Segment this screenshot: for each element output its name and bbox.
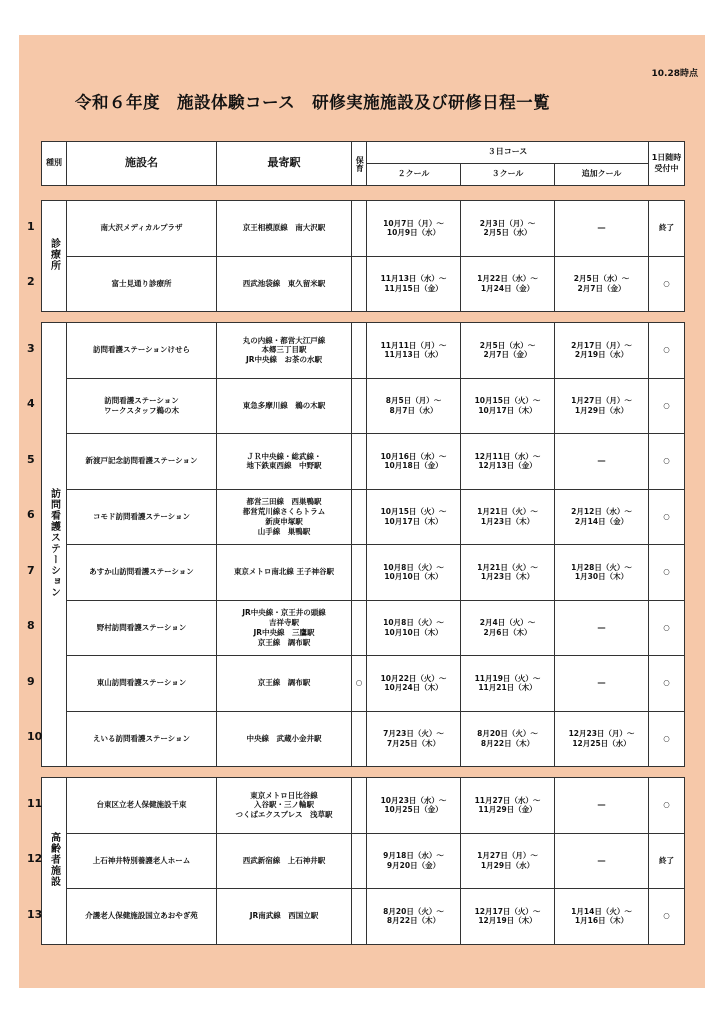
- facility-group-table: [41, 200, 685, 312]
- childcare-mark: [352, 833, 367, 889]
- extra-dates: [555, 711, 649, 767]
- nearest-station-line: 西武池袋線 東久留米駅: [242, 278, 326, 288]
- facility-name: [67, 711, 217, 767]
- table-row: [42, 434, 685, 490]
- extra-dates: [555, 778, 649, 834]
- row-number: 2: [27, 275, 35, 289]
- nearest-station-line: JR中央線 お茶の水駅: [245, 355, 323, 365]
- extra-dates-line: 1月30日（木）: [574, 572, 629, 582]
- facility-name-line: 訪問看護ステーションけせら: [92, 345, 191, 355]
- table-row: [42, 256, 685, 312]
- table-row: [42, 489, 685, 545]
- kur3-dates-line: 2月7日（金）: [483, 350, 532, 360]
- kur2-dates-line: 10月8日（火）～: [383, 562, 444, 572]
- nearest-station: [217, 656, 352, 712]
- oneday-status: ○: [649, 434, 685, 490]
- row-number: 6: [27, 508, 35, 522]
- kur3-dates-line: 1月27日（月）～: [477, 851, 538, 860]
- facility-group-table: [41, 322, 685, 767]
- kur3-dates-line: 10月15日（火）～: [474, 396, 541, 405]
- nearest-station: [217, 545, 352, 601]
- kur2-dates: [367, 833, 461, 889]
- kur3-dates: [461, 378, 555, 434]
- kur3-dates: [461, 256, 555, 312]
- kur3-dates-line: 8月22日（木）: [480, 738, 535, 748]
- table-row: [42, 378, 685, 434]
- table-row: [42, 656, 685, 712]
- nearest-station-line: ＪＲ中央線・総武線・: [246, 451, 322, 461]
- category-label: 診療所: [48, 238, 60, 272]
- childcare-mark: [352, 600, 367, 656]
- nearest-station: [217, 711, 352, 767]
- facility-name: [67, 600, 217, 656]
- row-number: 10: [27, 730, 43, 744]
- kur2-dates-line: 10月24日（木）: [384, 683, 443, 693]
- kur3-dates-line: 1月23日（木）: [480, 572, 535, 582]
- nearest-station-line: 京王相模原線 南大沢駅: [242, 223, 326, 233]
- kur3-dates-line: 1月23日（木）: [480, 516, 535, 526]
- nearest-station-line: JR中央線・京王井の頭線: [242, 608, 326, 618]
- extra-dates-line: ―: [597, 622, 606, 632]
- childcare-mark: [352, 778, 367, 834]
- kur3-dates-line: 2月5日（水）～: [479, 340, 536, 350]
- kur3-dates: [461, 889, 555, 945]
- category-cell: [42, 778, 67, 945]
- nearest-station: [217, 778, 352, 834]
- kur3-dates-line: 2月6日（木）: [483, 627, 532, 637]
- oneday-status: ○: [649, 711, 685, 767]
- kur2-dates-line: 10月7日（月）～: [383, 218, 444, 228]
- header-oneday: 1日随時受付中: [649, 142, 685, 186]
- extra-dates-line: 2月5日（水）～: [573, 274, 630, 283]
- extra-dates-line: 2月19日（水）: [574, 350, 629, 360]
- extra-dates-line: 1月28日（火）～: [571, 562, 632, 572]
- kur2-dates-line: 10月17日（木）: [384, 516, 443, 526]
- kur3-dates-line: 11月19日（火）～: [474, 673, 541, 683]
- extra-dates: [555, 256, 649, 312]
- nearest-station-line: JR中央線 三鷹駅: [253, 627, 315, 637]
- oneday-status: ○: [649, 378, 685, 434]
- extra-dates: [555, 600, 649, 656]
- extra-dates-line: ―: [597, 223, 606, 233]
- oneday-status: ○: [649, 600, 685, 656]
- nearest-station-line: 東急多摩川線 鵜の木駅: [242, 400, 326, 410]
- kur3-dates-line: 2月5日（水）: [483, 228, 532, 238]
- kur2-dates: [367, 889, 461, 945]
- table-row: [42, 778, 685, 834]
- facility-name: [67, 201, 217, 257]
- facility-name: [67, 434, 217, 490]
- nearest-station-line: 丸の内線・都営大江戸線: [242, 335, 326, 345]
- header-kur3: ３クール: [461, 164, 555, 186]
- facility-name: [67, 778, 217, 834]
- extra-dates-line: 2月12日（水）～: [571, 507, 632, 516]
- row-number: 12: [27, 852, 43, 866]
- row-number: 8: [27, 619, 35, 633]
- row-number: 3: [27, 341, 35, 355]
- extra-dates-line: ―: [597, 855, 606, 865]
- kur2-dates-line: 11月11日（月）～: [380, 340, 447, 350]
- kur3-dates-line: 8月20日（火）～: [477, 729, 538, 738]
- kur3-dates-line: 1月21日（火）～: [477, 562, 538, 572]
- extra-dates-line: ―: [597, 678, 606, 688]
- kur2-dates: [367, 778, 461, 834]
- kur2-dates-line: 8月7日（水）: [389, 405, 438, 415]
- kur2-dates-line: 11月15日（金）: [384, 283, 443, 293]
- nearest-station-line: 中央線 武蔵小金井駅: [246, 733, 322, 743]
- extra-dates-line: 2月17日（月）～: [571, 340, 632, 350]
- kur2-dates-line: 7月23日（火）～: [383, 729, 444, 738]
- kur2-dates: [367, 489, 461, 545]
- childcare-mark: [352, 545, 367, 601]
- nearest-station: [217, 201, 352, 257]
- row-number: 13: [27, 907, 43, 921]
- kur3-dates-line: 12月17日（火）～: [474, 906, 541, 916]
- facility-name-line: 上石神井特別養護老人ホーム: [92, 855, 191, 865]
- extra-dates-line: 1月14日（火）～: [571, 906, 632, 916]
- nearest-station-line: 東京メトロ南北線 王子神谷駅: [233, 567, 335, 577]
- nearest-station-line: 新庚申塚駅: [265, 516, 303, 526]
- facility-name-line: コモド訪問看護ステーション: [92, 511, 191, 521]
- facility-name-line: ワークスタッフ鵜の木: [104, 405, 179, 415]
- row-number: 1: [27, 219, 35, 233]
- kur3-dates-line: 1月29日（水）: [480, 860, 535, 870]
- table-row: [42, 833, 685, 889]
- kur2-dates: [367, 323, 461, 379]
- childcare-mark: [352, 489, 367, 545]
- kur2-dates-line: 8月22日（木）: [386, 916, 441, 926]
- date-note: 10.28時点: [651, 69, 698, 79]
- row-number: 9: [27, 674, 35, 688]
- facility-name: [67, 545, 217, 601]
- extra-dates: [555, 545, 649, 601]
- table-row: [42, 889, 685, 945]
- facility-name-line: 南大沢メディカルプラザ: [100, 223, 183, 233]
- childcare-mark: [352, 323, 367, 379]
- kur3-dates: [461, 711, 555, 767]
- nearest-station: [217, 889, 352, 945]
- row-number: 4: [27, 397, 35, 411]
- extra-dates: [555, 378, 649, 434]
- header-childcare: 保育: [352, 142, 367, 186]
- kur3-dates-line: 11月27日（水）～: [474, 795, 541, 805]
- oneday-status: ○: [649, 489, 685, 545]
- childcare-mark: [352, 201, 367, 257]
- table-row: [42, 323, 685, 379]
- kur2-dates: [367, 656, 461, 712]
- kur2-dates-line: 10月22日（火）～: [380, 673, 447, 683]
- oneday-status: ○: [649, 545, 685, 601]
- oneday-status: ○: [649, 889, 685, 945]
- facility-name-line: 訪問看護ステーション: [104, 396, 179, 405]
- extra-dates-line: 1月27日（月）～: [571, 396, 632, 405]
- kur2-dates: [367, 434, 461, 490]
- kur2-dates: [367, 600, 461, 656]
- row-number: 11: [27, 796, 43, 810]
- facility-group-table: [41, 777, 685, 945]
- childcare-mark: [352, 889, 367, 945]
- kur3-dates-line: 12月13日（金）: [478, 461, 537, 471]
- nearest-station-line: つくばエクスプレス 浅草駅: [235, 810, 333, 820]
- category-cell: [42, 323, 67, 767]
- header-facility: 施設名: [67, 142, 217, 186]
- column-header-table: [41, 141, 685, 186]
- facility-name: [67, 378, 217, 434]
- kur2-dates-line: 10月18日（金）: [384, 461, 443, 471]
- kur2-dates-line: 9月20日（金）: [386, 860, 441, 870]
- kur3-dates-line: 12月11日（水）～: [474, 451, 541, 461]
- oneday-status: ○: [649, 256, 685, 312]
- childcare-mark: [352, 378, 367, 434]
- kur3-dates: [461, 323, 555, 379]
- header-course: ３日コース: [367, 142, 649, 164]
- extra-dates-line: 2月14日（金）: [574, 516, 629, 526]
- childcare-mark: ○: [352, 656, 367, 712]
- extra-dates: [555, 201, 649, 257]
- kur2-dates-line: 10月25日（金）: [384, 805, 443, 815]
- kur2-dates-line: 10月9日（水）: [386, 228, 441, 238]
- kur3-dates: [461, 656, 555, 712]
- kur2-dates-line: 10月16日（水）～: [380, 451, 447, 461]
- document-sheet: [19, 35, 705, 988]
- table-row: [42, 201, 685, 257]
- nearest-station-line: 地下鉄東西線 中野駅: [246, 461, 322, 471]
- table-row: [42, 600, 685, 656]
- kur2-dates: [367, 711, 461, 767]
- childcare-mark: [352, 711, 367, 767]
- header-kur2: ２クール: [367, 164, 461, 186]
- facility-name-line: えいる訪問看護ステーション: [92, 733, 191, 743]
- kur2-dates-line: 10月10日（木）: [384, 627, 443, 637]
- facility-name: [67, 889, 217, 945]
- extra-dates: [555, 889, 649, 945]
- childcare-mark: [352, 434, 367, 490]
- nearest-station-line: 京王線 調布駅: [257, 678, 311, 688]
- kur3-dates: [461, 600, 555, 656]
- nearest-station: [217, 489, 352, 545]
- kur3-dates-line: 10月17日（木）: [478, 405, 537, 415]
- kur2-dates-line: 10月15日（火）～: [380, 507, 447, 516]
- kur3-dates-line: 11月21日（木）: [478, 683, 537, 693]
- facility-name-line: 富士見通り診療所: [111, 278, 172, 288]
- facility-name: [67, 323, 217, 379]
- facility-name-line: 野村訪問看護ステーション: [96, 622, 187, 632]
- oneday-status: ○: [649, 323, 685, 379]
- facility-name: [67, 656, 217, 712]
- extra-dates: [555, 833, 649, 889]
- kur3-dates-line: 1月21日（火）～: [477, 507, 538, 516]
- kur2-dates: [367, 545, 461, 601]
- nearest-station: [217, 256, 352, 312]
- extra-dates-line: 1月16日（木）: [574, 916, 629, 926]
- extra-dates-line: 12月23日（月）～: [568, 729, 635, 738]
- facility-name: [67, 256, 217, 312]
- kur3-dates: [461, 434, 555, 490]
- oneday-status: ○: [649, 656, 685, 712]
- extra-dates: [555, 656, 649, 712]
- kur2-dates-line: 11月13日（水）: [384, 350, 443, 360]
- extra-dates: [555, 434, 649, 490]
- nearest-station-line: 都営三田線 西巣鴨駅: [246, 497, 322, 507]
- kur3-dates: [461, 489, 555, 545]
- facility-name-line: 台東区立老人保健施設千束: [96, 800, 187, 810]
- kur2-dates: [367, 256, 461, 312]
- header-station: 最寄駅: [217, 142, 352, 186]
- nearest-station-line: 西武新宿線 上石神井駅: [242, 855, 326, 865]
- oneday-status: 終了: [649, 833, 685, 889]
- facility-name-line: 新渡戸記念訪問看護ステーション: [85, 456, 198, 466]
- nearest-station: [217, 600, 352, 656]
- nearest-station-line: 東京メトロ日比谷線: [250, 790, 318, 800]
- nearest-station-line: 本郷三丁目駅: [261, 345, 307, 355]
- row-number: 7: [27, 563, 35, 577]
- row-number: 5: [27, 452, 35, 466]
- table-row: [42, 545, 685, 601]
- extra-dates-line: 12月25日（水）: [572, 738, 631, 748]
- kur3-dates: [461, 201, 555, 257]
- nearest-station-line: 京王線 調布駅: [257, 637, 311, 647]
- kur2-dates-line: 11月13日（水）～: [380, 274, 447, 283]
- kur2-dates-line: 8月5日（月）～: [385, 396, 442, 405]
- facility-name: [67, 833, 217, 889]
- facility-name-line: あすか山訪問看護ステーション: [89, 567, 194, 577]
- kur2-dates-line: 10月10日（木）: [384, 572, 443, 582]
- nearest-station: [217, 434, 352, 490]
- kur2-dates-line: 7月25日（木）: [386, 738, 441, 748]
- kur3-dates-line: 1月24日（金）: [480, 283, 535, 293]
- kur3-dates-line: 2月4日（火）～: [479, 618, 536, 627]
- extra-dates: [555, 323, 649, 379]
- category-label: 高齢者施設: [48, 831, 60, 887]
- extra-dates: [555, 489, 649, 545]
- nearest-station: [217, 833, 352, 889]
- nearest-station-line: JR南武線 西国立駅: [249, 911, 319, 921]
- nearest-station-line: 吉祥寺駅: [269, 618, 299, 627]
- nearest-station: [217, 323, 352, 379]
- kur3-dates-line: 12月19日（木）: [478, 916, 537, 926]
- kur3-dates-line: 2月3日（月）～: [479, 218, 536, 228]
- extra-dates-line: 1月29日（水）: [574, 405, 629, 415]
- extra-dates-line: ―: [597, 800, 606, 810]
- kur2-dates-line: 10月8日（火）～: [383, 618, 444, 627]
- oneday-status: 終了: [649, 201, 685, 257]
- kur2-dates-line: 9月18日（水）～: [383, 851, 444, 860]
- extra-dates-line: 2月7日（金）: [577, 283, 626, 293]
- kur3-dates-line: 1月22日（水）～: [477, 274, 538, 283]
- table-row: [42, 711, 685, 767]
- nearest-station-line: 入谷駅・三ノ輪駅: [254, 800, 314, 810]
- category-label: 訪問看護ステーション: [48, 488, 60, 599]
- page-title: 令和６年度 施設体験コース 研修実施施設及び研修日程一覧: [75, 93, 551, 112]
- facility-name-line: 東山訪問看護ステーション: [96, 678, 187, 688]
- extra-dates-line: ―: [597, 456, 606, 466]
- facility-name-line: 介護老人保健施設国立あおやぎ苑: [85, 911, 198, 921]
- nearest-station: [217, 378, 352, 434]
- header-category: 種別: [42, 142, 67, 186]
- kur3-dates: [461, 778, 555, 834]
- header-extra: 追加クール: [555, 164, 649, 186]
- kur2-dates: [367, 201, 461, 257]
- nearest-station-line: 都営荒川線さくらトラム: [242, 507, 326, 516]
- kur2-dates-line: 8月20日（火）～: [383, 906, 444, 916]
- oneday-status: ○: [649, 778, 685, 834]
- kur3-dates-line: 11月29日（金）: [478, 805, 537, 815]
- category-cell: [42, 201, 67, 312]
- kur2-dates: [367, 378, 461, 434]
- kur2-dates-line: 10月23日（水）～: [380, 795, 447, 805]
- kur3-dates: [461, 545, 555, 601]
- childcare-mark: [352, 256, 367, 312]
- nearest-station-line: 山手線 巣鴨駅: [257, 526, 311, 536]
- facility-name: [67, 489, 217, 545]
- kur3-dates: [461, 833, 555, 889]
